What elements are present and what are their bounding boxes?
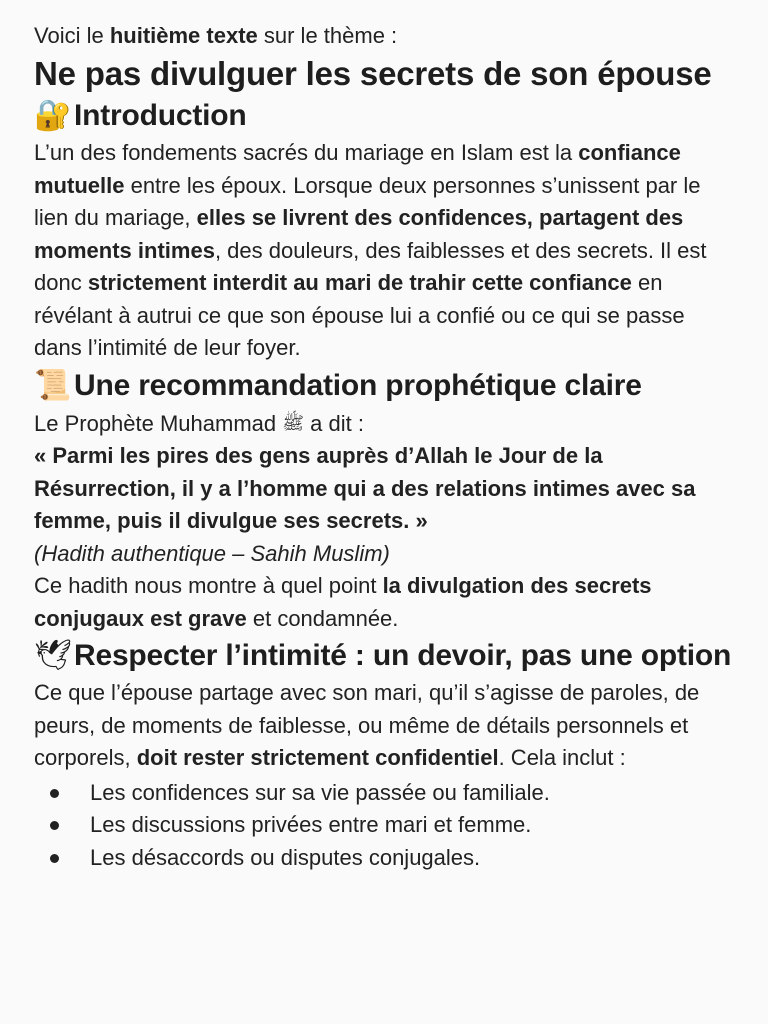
page-title: Ne pas divulguer les secrets de son épouse [34, 55, 712, 92]
section-heading-recommendation [34, 365, 736, 407]
intro-text-before: Voici le [34, 23, 110, 48]
text-run: Ce que l’épouse partage avec son mari, qu’il s’agisse de paroles, de peurs, de moments de faiblesse, ou même de détails personnels et corporels, [34, 680, 700, 770]
section-heading-text: Respecter l’intimité : un devoir, pas une option [74, 639, 732, 672]
lock-with-key-icon: 🔐 [34, 98, 72, 133]
list-item [34, 842, 736, 875]
list-item-text: Les confidences sur sa vie passée ou familiale. [90, 779, 550, 805]
list-item [34, 777, 736, 810]
source-text: (Hadith authentique – Sahih Muslim) [34, 540, 390, 566]
text-run: et condamnée. [246, 605, 399, 631]
section-heading-introduction [34, 95, 736, 137]
honorific-glyph: ﷺ [282, 412, 305, 433]
scroll-icon: 📜 [34, 367, 72, 403]
prophet-said-line [34, 407, 736, 441]
dove-icon: 🕊 [34, 638, 72, 673]
text-run: a dit : [304, 410, 364, 436]
list-item-text: Les désaccords ou disputes conjugales. [90, 844, 481, 870]
hadith-source [34, 538, 736, 571]
list-item-text: Les discussions privées entre mari et femme. [90, 812, 532, 837]
bullet-dot-icon [50, 821, 59, 830]
hadith-quote [34, 440, 736, 538]
text-run: L’un des fondements sacrés du mariage en Islam est la [34, 140, 579, 165]
text-run: Ce hadith nous montre à quel point [34, 573, 383, 598]
text-run: entre les époux. Lorsque deux personnes s’unissent par le lien du mariage, [34, 172, 701, 230]
bold-run: doit rester strictement confidentiel [136, 745, 499, 770]
intro-text-bold: huitième texte [109, 23, 258, 48]
introduction-paragraph [34, 137, 736, 365]
bullet-list [34, 777, 736, 875]
intro-text-after: sur le thème : [257, 23, 398, 48]
bold-run: strictement interdit au mari de trahir cette confiance [87, 270, 632, 295]
bullet-dot-icon [50, 854, 59, 863]
text-run: . Cela inclut : [498, 745, 626, 770]
bold-run: la divulgation des secrets conjugaux est grave [34, 573, 652, 631]
bullet-dot-icon [50, 789, 59, 798]
bold-run: elles se livrent des confidences, partagent des moments intimes [34, 205, 684, 263]
text-run: , des douleurs, des faiblesses et des secrets. Il est donc [34, 237, 707, 295]
section-heading-respect [34, 635, 736, 677]
bold-run: confiance mutuelle [34, 140, 681, 198]
hadith-commentary [34, 570, 736, 635]
text-run: en révélant à autrui ce que son épouse lui a confié ou ce qui se passe dans l’intimité de leur foyer. [34, 270, 685, 360]
quote-text: « Parmi les pires des gens auprès d’Allah le Jour de la Résurrection, il y a l’homme qui a des relations intimes avec sa femme, puis il divulgue ses secrets. » [34, 443, 696, 533]
list-item [34, 809, 736, 842]
respect-paragraph [34, 677, 736, 775]
intro-line [34, 20, 736, 52]
text-run: Le Prophète Muhammad [34, 410, 283, 436]
section-heading-text: Une recommandation prophétique claire [74, 368, 642, 402]
section-heading-text: Introduction [74, 99, 247, 132]
